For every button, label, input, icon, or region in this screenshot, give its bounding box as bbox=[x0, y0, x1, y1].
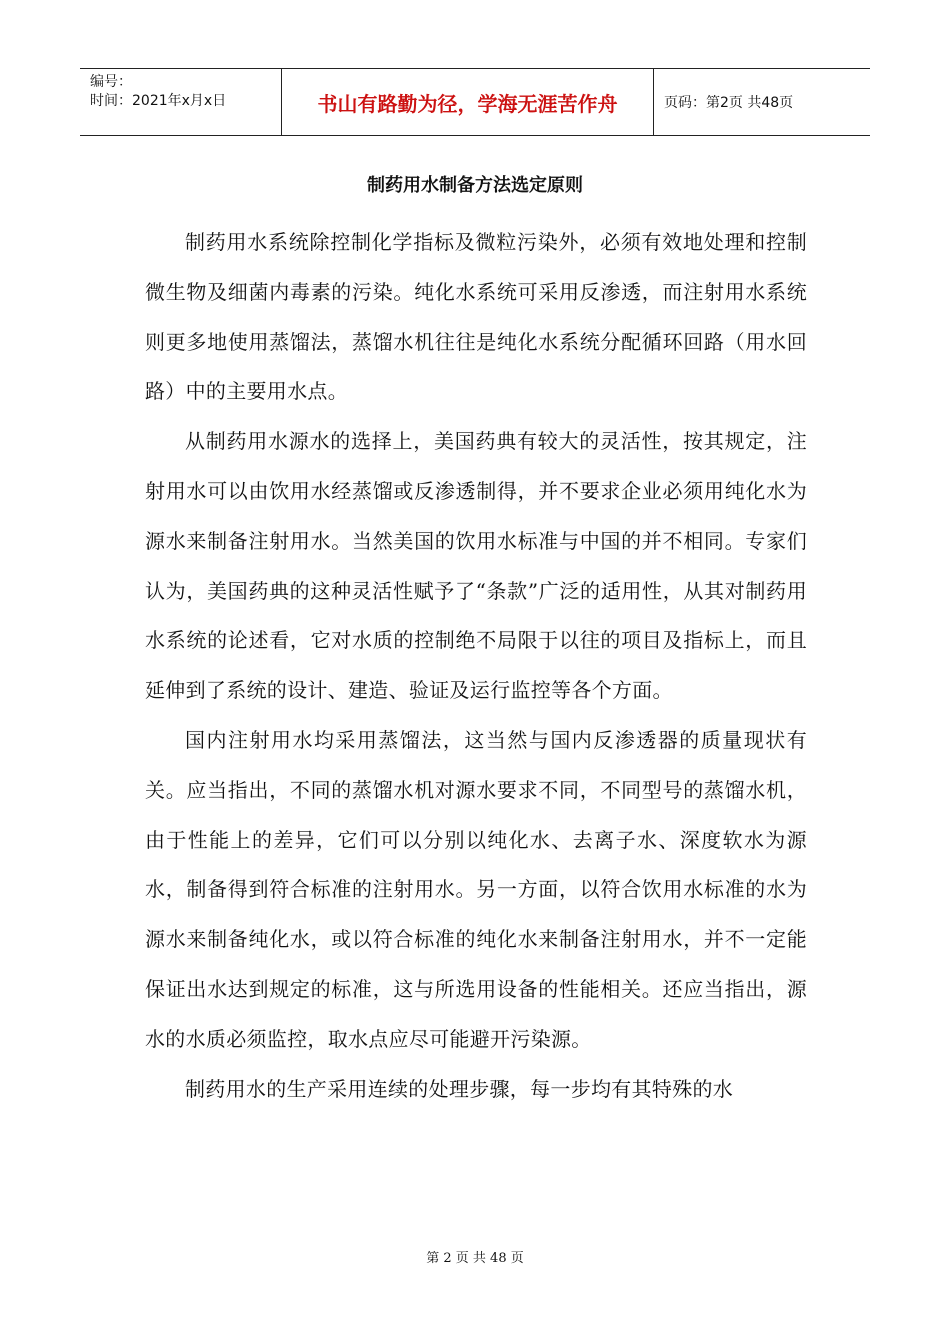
page-footer: 第 2 页 共 48 页 bbox=[426, 1251, 524, 1266]
header-meta-cell bbox=[80, 69, 282, 135]
header-motto: 书山有路勤为径，学海无涯苦作舟 bbox=[282, 69, 654, 135]
paragraph-3: 国内注射用水均采用蒸馏法，这当然与国内反渗透器的质量现状有关。应当指出，不同的蒸馏水机对源水要求不同，不同型号的蒸馏水机，由于性能上的差异，它们可以分别以纯化水、去离子水、深度软水为源水，制备得到符合标准的注射用水。另一方面，以符合饮用水标准的水为源水来制备纯化水，或以符合标准的纯化水来制备注射用水，并不一定能保证出水达到规定的标准，这与所选用设备的性能相关。还应当指出，源水的水质必须监控，取水点应尽可能避开污染源。 bbox=[145, 727, 807, 1051]
document-number-label: 编号： bbox=[90, 74, 132, 90]
paragraph-1: 制药用水系统除控制化学指标及微粒污染外，必须有效地处理和控制微生物及细菌内毒素的污染。纯化水系统可采用反渗透，而注射用水系统则更多地使用蒸馏法，蒸馏水机往往是纯化水系统分配循环回路（用水回路）中的主要用水点。 bbox=[145, 230, 807, 404]
paragraph-2: 从制药用水源水的选择上，美国药典有较大的灵活性，按其规定，注射用水可以由饮用水经蒸馏或反渗透制得，并不要求企业必须用纯化水为源水来制备注射用水。当然美国的饮用水标准与中国的并不相同。专家们认为，美国药典的这种灵活性赋予了“条款”广泛的适用性，从其对制药用水系统的论述看，它对水质的控制绝不局限于以往的项目及指标上，而且延伸到了系统的设计、建造、验证及运行监控等各个方面。 bbox=[145, 429, 807, 703]
paragraph-4: 制药用水的生产采用连续的处理步骤，每一步均有其特殊的水 bbox=[185, 1076, 734, 1101]
document-body bbox=[145, 218, 807, 1114]
document-date-label: 时间：2021年x月x日 bbox=[90, 93, 227, 109]
header-page-info: 页码：第2页 共48页 bbox=[664, 95, 794, 111]
document-title: 制药用水制备方法选定原则 bbox=[367, 175, 583, 196]
header-table bbox=[80, 68, 870, 136]
